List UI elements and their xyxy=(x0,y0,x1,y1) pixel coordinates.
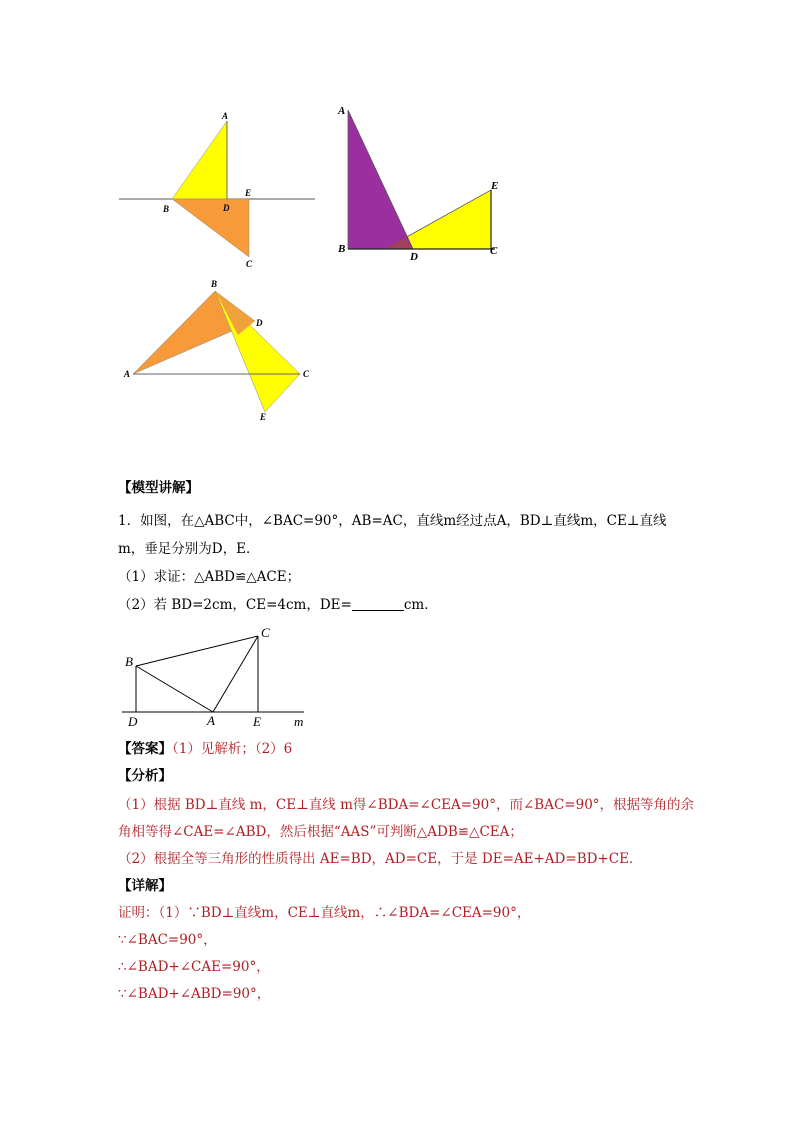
detail-line-3: ∴∠BAD+∠CAE=90°， xyxy=(118,959,270,975)
problem-part-2-suffix: cm． xyxy=(403,597,438,613)
answer-text: （1）见解析；（2）6 xyxy=(172,741,293,757)
fig3-label-a: A xyxy=(124,369,131,379)
fig1-label-a: A xyxy=(222,111,229,121)
problem-part-2 xyxy=(118,595,438,615)
detail-label: 【详解】 xyxy=(118,878,172,894)
detail-line-2: ∵∠BAC=90°， xyxy=(118,932,217,948)
figure-3 xyxy=(120,277,320,427)
fig2-label-a: A xyxy=(338,105,346,117)
fig1-label-e: E xyxy=(245,188,252,198)
fig2-label-b: B xyxy=(338,243,346,255)
fig4-label-d: D xyxy=(128,714,138,729)
fig4-label-e: E xyxy=(253,714,261,729)
problem-line-1: 1．如图，在△ABC中，∠BAC=90°，AB=AC，直线m经过点A，BD⊥直线m，CE⊥直线 xyxy=(118,513,667,529)
fig3-label-d: D xyxy=(256,318,263,328)
fig1-label-c: C xyxy=(246,259,253,269)
fig3-label-c: C xyxy=(303,369,310,379)
analysis-line-1: （1）根据 BD⊥直线 m，CE⊥直线 m得∠BDA=∠CEA=90°，而∠BAC=90°，根据等角的余 xyxy=(118,797,695,813)
answer-label: 【答案】 xyxy=(118,741,172,757)
answer-row xyxy=(118,739,292,759)
section-heading: 【模型讲解】 xyxy=(118,480,199,496)
analysis-line-3: （2）根据全等三角形的性质得出 AE=BD，AD=CE，于是 DE=AE+AD=BD+CE． xyxy=(118,851,643,867)
problem-part-1: （1）求证：△ABD≌△ACE； xyxy=(118,569,301,585)
answer-blank xyxy=(352,596,404,611)
fig1-orange-triangle xyxy=(172,199,249,257)
fig4-label-b: B xyxy=(125,654,133,669)
fig4-label-m: m xyxy=(294,714,304,729)
fig2-label-e: E xyxy=(491,180,499,192)
fig1-label-d: D xyxy=(223,203,230,213)
figure-4 xyxy=(118,622,318,732)
analysis-label: 【分析】 xyxy=(118,768,172,784)
fig2-purple-triangle xyxy=(348,110,413,249)
fig3-label-b: B xyxy=(211,279,218,289)
figure-2 xyxy=(335,100,515,270)
fig1-label-b: B xyxy=(163,204,170,214)
detail-line-1: 证明：（1）∵BD⊥直线m，CE⊥直线m，∴∠BDA=∠CEA=90°， xyxy=(118,905,531,921)
fig1-yellow-triangle xyxy=(172,121,227,199)
detail-line-4: ∵∠BAD+∠ABD=90°， xyxy=(118,986,271,1002)
fig3-label-e: E xyxy=(260,412,267,422)
fig4-label-c: C xyxy=(261,625,270,640)
fig2-label-d: D xyxy=(410,251,418,263)
fig2-label-c: C xyxy=(490,245,498,257)
figure-1 xyxy=(115,105,320,275)
analysis-line-2: 角相等得∠CAE=∠ABD，然后根据“AAS”可判断△ADB≌△CEA； xyxy=(118,824,523,840)
fig4-label-a: A xyxy=(207,713,215,728)
problem-part-2-prefix: （2）若 BD=2cm，CE=4cm，DE= xyxy=(118,597,352,613)
problem-line-2: m，垂足分别为D，E． xyxy=(118,541,260,557)
